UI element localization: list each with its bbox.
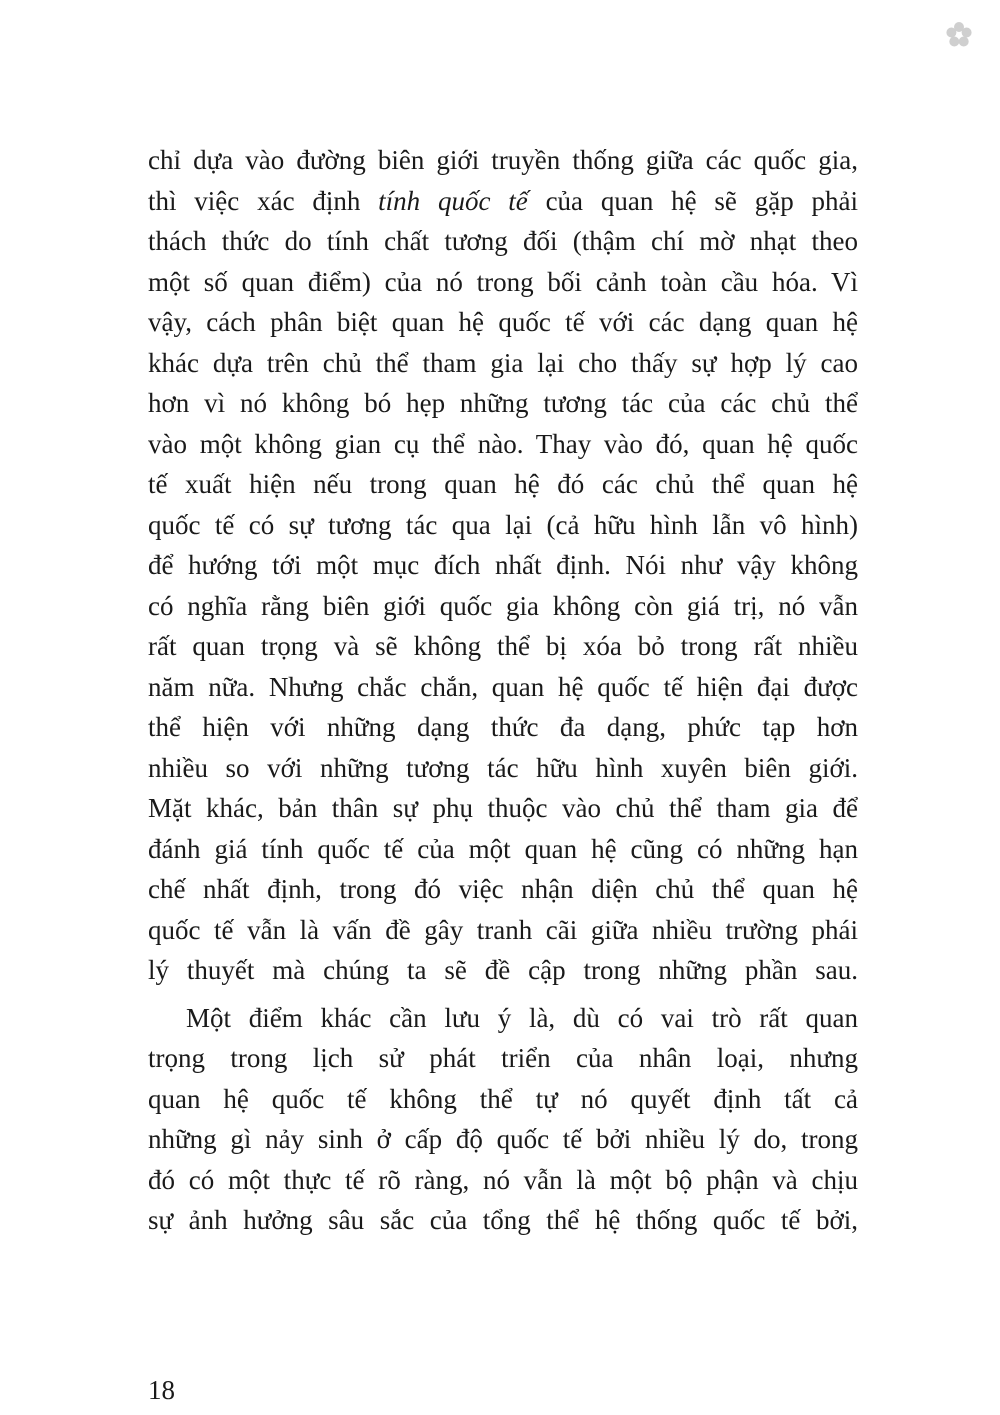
text-line: thách thức do tính chất tương đối (thậm chí mờ nhạt theo	[148, 226, 858, 256]
text-line: sự ảnh hưởng sâu sắc của tổng thể hệ thống quốc tế bởi,	[148, 1205, 858, 1235]
text-line: khác dựa trên chủ thể tham gia lại cho thấy sự hợp lý cao	[148, 347, 858, 378]
text-line: chế nhất định, trong đó việc nhận diện chủ thể quan hệ	[148, 874, 858, 904]
text-line: quan hệ quốc tế không thể tự nó quyết định tất cả	[148, 1083, 858, 1114]
text-line: năm nữa. Nhưng chắc chắn, quan hệ quốc tế hiện đại được	[148, 671, 858, 702]
paragraph-1	[148, 140, 858, 991]
text-line: đánh giá tính quốc tế của một quan hệ cũng có những hạn	[148, 833, 858, 864]
page-number: 18	[148, 1375, 175, 1405]
text-line: tế xuất hiện nếu trong quan hệ đó các chủ thể quan hệ	[148, 469, 858, 499]
text-line: một số quan điểm) của nó trong bối cảnh toàn cầu hóa. Vì	[148, 266, 858, 297]
text-line: những gì nảy sinh ở cấp độ quốc tế bởi nhiều lý do, trong	[148, 1124, 858, 1154]
text-line: trọng trong lịch sử phát triển của nhân loại, nhưng	[148, 1043, 858, 1073]
text-line: rất quan trọng và sẽ không thể bị xóa bỏ trong rất nhiều	[148, 631, 858, 661]
body-text	[148, 140, 858, 1241]
text-line: thể hiện với những dạng thức đa dạng, phức tạp hơn	[148, 712, 858, 742]
text-segment: thì việc xác định	[148, 185, 379, 216]
text-segment: của quan hệ sẽ gặp phải	[527, 185, 858, 216]
italic-term: tính quốc tế	[378, 185, 528, 216]
text-line: vậy, cách phân biệt quan hệ quốc tế với các dạng quan hệ	[148, 307, 858, 337]
text-line: vào một không gian cụ thể nào. Thay vào đó, quan hệ quốc	[148, 428, 858, 459]
flower-ornament-icon	[944, 20, 974, 50]
text-line: Một điểm khác cần lưu ý là, dù có vai trò rất quan	[186, 1002, 858, 1033]
text-line: để hướng tới một mục đích nhất định. Nói như vậy không	[148, 550, 858, 580]
text-line: Mặt khác, bản thân sự phụ thuộc vào chủ thể tham gia để	[148, 793, 858, 823]
text-line: nhiều so với những tương tác hữu hình xuyên biên giới.	[148, 752, 858, 783]
text-line: quốc tế có sự tương tác qua lại (cả hữu hình lẫn vô hình)	[148, 509, 858, 540]
text-line: quốc tế vẫn là vấn đề gây tranh cãi giữa nhiều trường phái	[148, 914, 858, 945]
text-line: hơn vì nó không bó hẹp những tương tác của các chủ thể	[148, 388, 858, 418]
paragraph-2	[148, 998, 858, 1241]
text-line: chỉ dựa vào đường biên giới truyền thống giữa các quốc gia,	[148, 145, 858, 175]
text-line: đó có một thực tế rõ ràng, nó vẫn là một bộ phận và chịu	[148, 1164, 858, 1195]
text-line	[148, 181, 858, 222]
text-line: có nghĩa rằng biên giới quốc gia không còn giá trị, nó vẫn	[148, 590, 858, 621]
text-line: lý thuyết mà chúng ta sẽ đề cập trong những phần sau.	[148, 955, 858, 985]
